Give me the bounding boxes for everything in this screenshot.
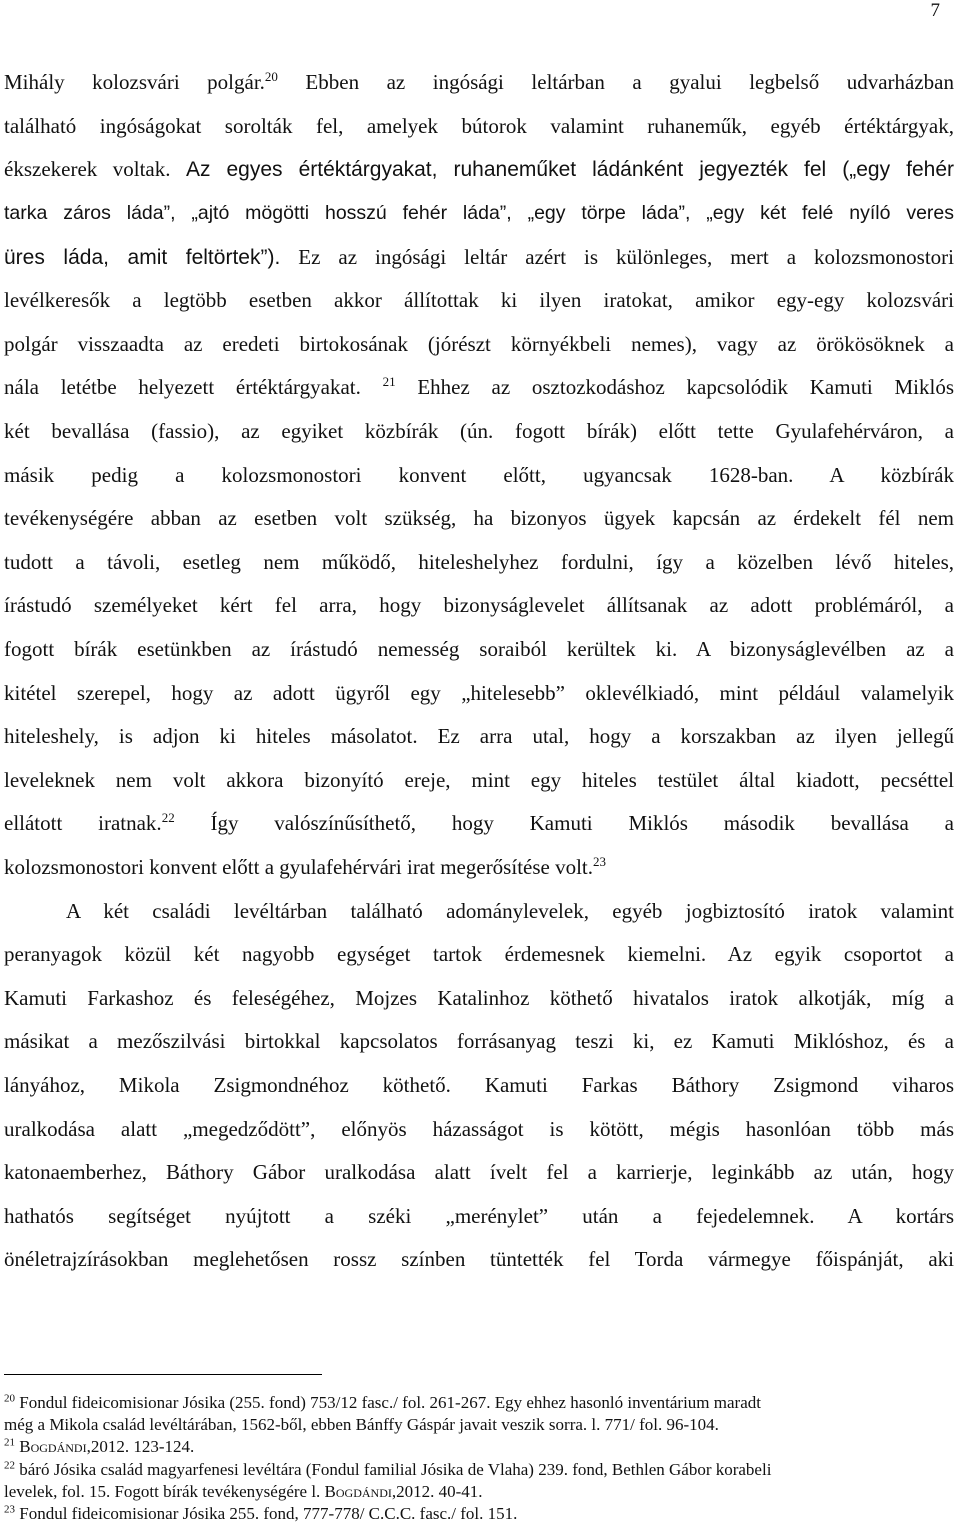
text-line: ékszekerek voltak. Az egyes értéktárgyakat, ruhaneműket ládánként jegyezték fel („egy fehér: [4, 157, 954, 181]
text-line: írástudó személyeket kért fel arra, hogy bizonyságlevelet állítsanak az adott problémáról, a: [4, 593, 954, 617]
text-line: polgár visszaadta az eredeti birtokosának (jórészt környékbeli nemes), vagy az örökösöknek a: [4, 332, 954, 356]
footnote-ref[interactable]: 23: [593, 854, 607, 869]
footnote-22: $^{22}$ báró Jósika család magyarfenesi levéltára (Fondul familial Jósika de Vlaha) 239. fond, Bethlen Gábor korabeli: [4, 1459, 772, 1479]
text-line: tudott a távoli, esetleg nem működő, hiteleshelyhez fordulni, így a közelben lévő hiteles,: [4, 550, 954, 574]
text-line: hathatós segítséget nyújtott a széki „merénylet” után a fejedelemnek. A kortárs: [4, 1204, 954, 1228]
text-line: levélkeresők a legtöbb esetben akkor állítottak ki ilyen iratokat, amikor egy-egy kolozsvári: [4, 288, 954, 312]
paragraph-first-line: A két családi levéltárban található adománylevelek, egyéb jogbiztosító iratok valamint: [66, 899, 954, 923]
footnote-23: $^{23}$ Fondul fideicomisionar Jósika 255. fond, 777-778/ C.C.C. fasc./ fol. 151.: [4, 1503, 518, 1523]
text-line: Kamuti Farkashoz és feleségéhez, Mojzes Katalinhoz köthető hivatalos iratok alkotják, míg a: [4, 986, 954, 1010]
text-line: tarka záros láda”, „ajtó mögötti hosszú fehér láda”, „egy törpe láda”, „egy két felé nyíló veres: [4, 202, 954, 224]
text-line: önéletrajzírásokban meglehetősen rossz színben tüntették fel Torda vármegye főispánját, aki: [4, 1247, 954, 1271]
footnote-21: $^{21}$ Bogdándi,2012. 123-124.: [4, 1436, 195, 1456]
text-line: üres láda, amit feltörtek”). Ez az ingósági leltár azért is különleges, mert a kolozsmonostori: [4, 245, 954, 269]
text-line: kolozsmonostori konvent előtt a gyulafehérvári irat megerősítése volt.$^{23}$: [4, 854, 607, 879]
text-line: található ingóságokat sorolták fel, amelyek bútorok valamint ruhaneműk, egyéb értéktárgyak,: [4, 114, 954, 138]
footnote-20-cont: még a Mikola család levéltárában, 1562-ből, ebben Bánffy Gáspár javait veszik sorra. l. 771/ fol. 96-104.: [4, 1415, 719, 1434]
text-line: két bevallása (fassio), az egyiket közbírák (ún. fogott bírák) előtt tette Gyulafehérváron, a: [4, 419, 954, 443]
text-line: Mihály kolozsvári polgár.$^{20}$ Ebben az ingósági leltárban a gyalui legbelső udvarházban: [4, 69, 954, 94]
text-line: fogott bírák esetünkben az írástudó nemesség soraiból kerültek ki. A bizonyságlevélben az a: [4, 637, 954, 661]
footnote-ref[interactable]: 20: [264, 69, 278, 84]
footnote-separator: [4, 1374, 322, 1375]
footnote-22-cont: levelek, fol. 15. Fogott bírák tevékenységére l. Bogdándi,2012. 40-41.: [4, 1482, 483, 1501]
text-line: másik pedig a kolozsmonostori konvent előtt, ugyancsak 1628-ban. A közbírák: [4, 463, 954, 487]
footnote-ref[interactable]: 21: [382, 374, 396, 389]
footnote-20: $^{20}$ Fondul fideicomisionar Jósika (255. fond) 753/12 fasc./ fol. 261-267. Egy ehhez hasonló inventárium maradt: [4, 1392, 761, 1412]
page-number: 7: [930, 0, 940, 21]
text-line: hiteleshely, is adjon ki hiteles másolatot. Ez arra utal, hogy a korszakban az ilyen jellegű: [4, 724, 954, 748]
footnote-ref[interactable]: 22: [161, 810, 175, 825]
text-line: nála letétbe helyezett értéktárgyakat. $^{21}$ Ehhez az osztozkodáshoz kapcsolódik Kamuti Miklós: [4, 374, 954, 399]
text-line: ellátott iratnak.$^{22}$ Így valószínűsíthető, hogy Kamuti Miklós második bevallása a: [4, 810, 954, 835]
text-line: kitétel szerepel, hogy az adott ügyről egy „hitelesebb” oklevélkiadó, mint például valamelyik: [4, 681, 954, 705]
text-line: tevékenységére abban az esetben volt szükség, ha bizonyos ügyek kapcsán az érdekelt fél nem: [4, 506, 954, 530]
text-line: katonaemberhez, Báthory Gábor uralkodása alatt ívelt fel a karrierje, leginkább az után, hogy: [4, 1160, 954, 1184]
text-line: leveleknek nem volt akkora bizonyító ereje, mint egy hiteles testület által kiadott, pecséttel: [4, 768, 954, 792]
text-line: peranyagok közül két nagyobb egységet tartok érdemesnek kiemelni. Az egyik csoportot a: [4, 942, 954, 966]
text-line: lányához, Mikola Zsigmondnéhoz köthető. Kamuti Farkas Báthory Zsigmond viharos: [4, 1073, 954, 1097]
text-line: uralkodása alatt „megedződött”, előnyös házasságot is kötött, mégis hasonlóan több más: [4, 1117, 954, 1141]
text-line: másikat a mezőszilvási birtokkal kapcsolatos forrásanyag teszi ki, ez Kamuti Miklóshoz, és a: [4, 1029, 954, 1053]
